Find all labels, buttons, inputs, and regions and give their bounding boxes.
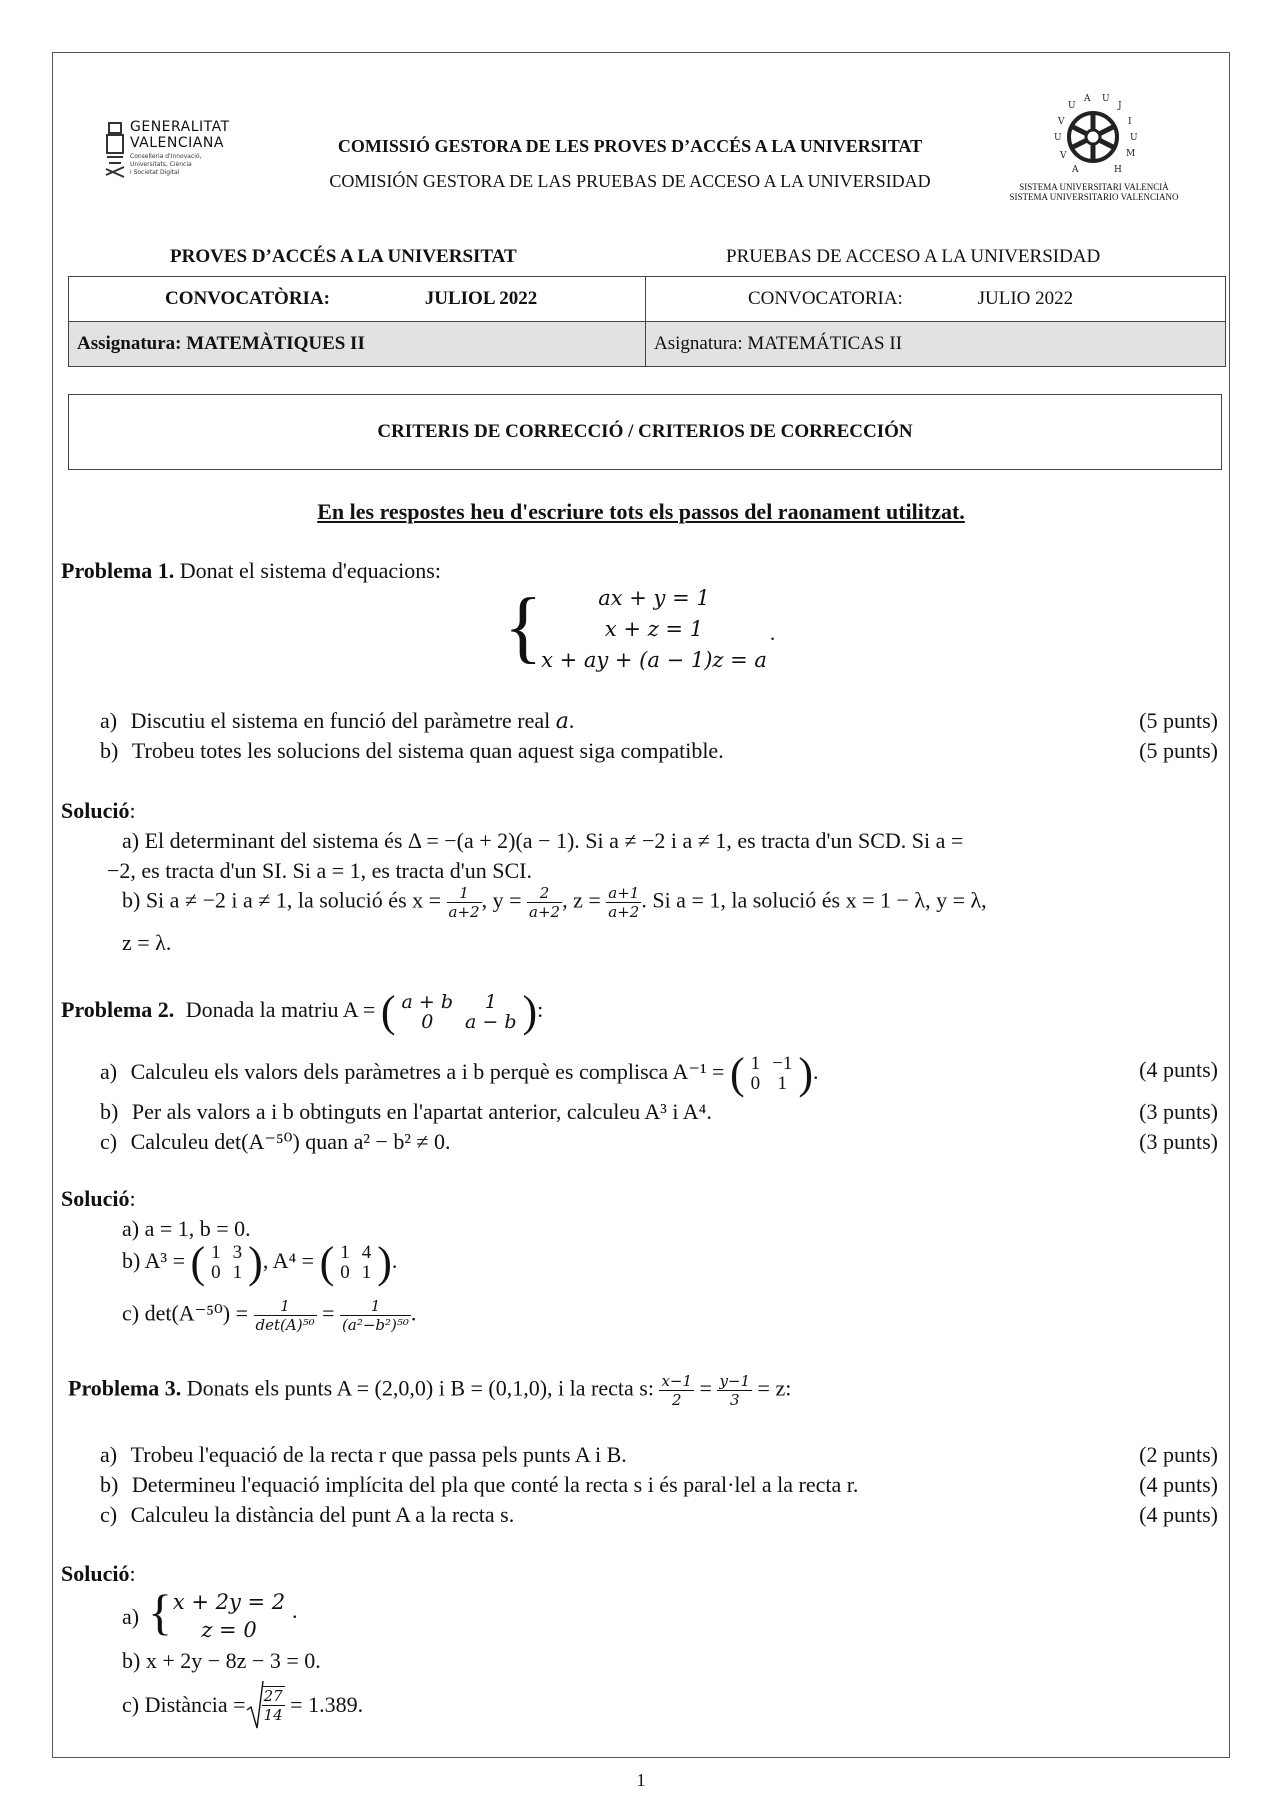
p2-a-text: Calculeu els valors dels paràmetres a i b perquè es complisca A⁻¹ =	[130, 1059, 725, 1085]
p3-sqrt-den: 14	[263, 1706, 283, 1724]
svg-text:J: J	[1118, 101, 1122, 111]
p2-sol-c-pre: c) det(A⁻⁵⁰) =	[122, 1300, 249, 1326]
p1-frac-y	[527, 884, 562, 921]
p2-solution-title: Solució:	[61, 1186, 136, 1211]
p1-item-a: a) Discutiu el sistema en funció del paràmetre real a.	[100, 708, 575, 734]
p2-sol-label: Solució	[61, 1186, 130, 1211]
p2-frac-2-num: 1	[340, 1297, 411, 1316]
p3-title: Problema 3.	[68, 1375, 182, 1401]
p3-frac-x-den: 2	[671, 1391, 682, 1409]
p2-a-label: a)	[100, 1059, 118, 1085]
p1-a-text: Discutiu el sistema en funció del paràmetre real	[130, 708, 551, 733]
p1-a-label: a)	[100, 708, 118, 733]
p3-frac-y-num: y−1	[719, 1372, 751, 1390]
p1-eq2: x + z = 1	[604, 617, 704, 641]
p2-a4-21: 0	[340, 1262, 350, 1283]
p1-frac-z-den: a+2	[608, 903, 640, 921]
conv-ca-label: CONVOCATÒRIA:	[165, 288, 330, 309]
suv-ca: SISTEMA UNIVERSITARI VALENCIÀ	[1019, 182, 1169, 192]
p2-item-c	[100, 1129, 451, 1155]
p1-frac-x	[447, 884, 482, 921]
p1-sol-label: Solució	[61, 798, 130, 823]
p1-frac-z-num: a+1	[608, 884, 640, 902]
suv-seal-icon	[1048, 92, 1138, 182]
p2-a4-11: 1	[340, 1242, 350, 1263]
p3-statement: Problema 3. Donats els punts A = (2,0,0) i B = (0,1,0), i la recta s: $\frac{x-1}{2}$ = $\frac{y-1}{3}$ = z:	[68, 1372, 792, 1409]
p2-matrix-a	[396, 992, 523, 1032]
p2-a-points: (4 punts)	[1139, 1057, 1218, 1082]
p3-c-points: (4 punts)	[1139, 1502, 1218, 1527]
p3-item-c	[100, 1502, 514, 1528]
p2-matrix-a4	[334, 1243, 377, 1283]
p2-c-points: (3 punts)	[1139, 1129, 1218, 1154]
p1-frac-x-num: 1	[447, 884, 482, 903]
p1-sol-b-pre: b) Si a ≠ −2 i a ≠ 1, la solució és x =	[122, 887, 442, 913]
p1-sol-a1: a) El determinant del sistema és Δ = −(a + 2)(a − 1). Si a ≠ −2 i a ≠ 1, es tracta d'un SCD. Si a =	[122, 828, 964, 853]
p2-sol-b: b) A³ = ( 1 3 0 1 ), A⁴ = ( 1 4 0 1 ).	[122, 1238, 398, 1287]
gv-logo-line1: GENERALITAT	[130, 119, 230, 135]
p1-b-points: (5 punts)	[1139, 738, 1218, 763]
gv-logo	[104, 119, 254, 209]
p3-item-a	[100, 1442, 627, 1468]
p2-c-text: Calculeu det(A⁻⁵⁰) quan a² − b² ≠ 0.	[130, 1129, 451, 1154]
p3-sol-a-dot: .	[292, 1598, 298, 1623]
p2-mat-a21: 0	[421, 1011, 434, 1033]
conv-es-value: JULIO 2022	[977, 288, 1074, 309]
p1-a-var: a	[555, 709, 569, 734]
p3-frac-y	[717, 1372, 752, 1409]
p3-a-label: a)	[100, 1442, 118, 1467]
commission-ca: COMISSIÓ GESTORA DE LES PROVES D’ACCÉS A LA UNIVERSITAT	[337, 136, 923, 156]
p1-a-points: (5 punts)	[1139, 708, 1218, 733]
svg-text:U: U	[1130, 133, 1138, 143]
p2-mat-a22: a − b	[465, 1011, 517, 1033]
p3-sol-c	[122, 1680, 363, 1730]
p2-b-text: Per als valors a i b obtinguts en l'apartat anterior, calculeu A³ i A⁴.	[131, 1099, 712, 1124]
p1-sol-b2: z = λ.	[122, 930, 172, 955]
p1-b-text: Trobeu totes les solucions del sistema quan aquest siga compatible.	[131, 738, 724, 763]
p3-frac-x-num: x−1	[661, 1372, 693, 1390]
p3-c-text: Calculeu la distància del punt A a la recta s.	[130, 1502, 515, 1527]
commission-es: COMISIÓN GESTORA DE LAS PRUEBAS DE ACCESO A LA UNIVERSIDAD	[329, 171, 931, 191]
svg-text:V: V	[1060, 151, 1067, 161]
p2-frac-2	[340, 1297, 411, 1334]
p2-mat-a11: a + b	[401, 991, 453, 1013]
p1-frac-y-den: a+2	[529, 903, 561, 921]
p3-frac-x	[659, 1372, 694, 1409]
p3-sol-a	[122, 1584, 342, 1644]
p1-eq3: x + ay + (a − 1)z = a	[541, 648, 767, 672]
p2-b-points: (3 punts)	[1139, 1099, 1218, 1124]
p1-intro: Donat el sistema d'equacions:	[179, 558, 441, 583]
p3-solution-title: Solució:	[61, 1561, 136, 1586]
p3-intro: Donats els punts A = (2,0,0) i B = (0,1,0), i la recta s:	[186, 1375, 654, 1401]
p3-a-points: (2 punts)	[1139, 1442, 1218, 1467]
svg-text:A: A	[1072, 165, 1079, 175]
criteria-box: CRITERIS DE CORRECCIÓ / CRITERIOS DE CORRECCIÓN	[68, 394, 1222, 470]
p3-b-points: (4 punts)	[1139, 1472, 1218, 1497]
svg-text:V: V	[1058, 117, 1065, 127]
p3-sqrt-num: 27	[263, 1687, 283, 1705]
p3-sol-a-label: a)	[122, 1604, 140, 1629]
p2-matrix-a3	[205, 1243, 248, 1283]
svg-text:I: I	[1128, 117, 1132, 127]
pruebas-title-es: PRUEBAS DE ACCESO A LA UNIVERSIDAD	[726, 246, 1101, 267]
p3-c-label: c)	[100, 1502, 118, 1527]
gv-logo-line2: VALENCIANA	[130, 135, 224, 151]
p2-sol-a: a) a = 1, b = 0.	[122, 1216, 251, 1241]
suv-es: SISTEMA UNIVERSITARIO VALENCIANO	[1009, 192, 1179, 202]
p1-left-brace: {	[504, 583, 543, 671]
page-number: 1	[636, 1770, 646, 1790]
p2-item-a: a) Calculeu els valors dels paràmetres a i b perquè es complisca A⁻¹ = ( 1 −1 0 1 ).	[100, 1049, 819, 1098]
p2-frac-2-den: (a²−b²)⁵⁰	[342, 1316, 409, 1334]
p2-statement: Problema 2. Donada la matriu A = ( a + b 1 0 a − b ):	[61, 987, 544, 1036]
p1-frac-x-den: a+2	[448, 903, 480, 921]
svg-text:H: H	[1114, 165, 1122, 175]
conv-es-cell	[646, 277, 1226, 322]
p1-sol-b	[122, 884, 987, 921]
p2-a3-21: 0	[211, 1262, 221, 1283]
p2-a4-12: 4	[361, 1242, 372, 1263]
p1-sol-b-y: , y =	[481, 887, 522, 913]
p1-eq1: ax + y = 1	[598, 586, 710, 610]
p2-a3-12: 3	[232, 1242, 243, 1263]
p2-intro: Donada la matriu A =	[185, 997, 376, 1023]
p2-c-label: c)	[100, 1129, 118, 1154]
p2-a3-22: 1	[232, 1262, 243, 1283]
p3-sol-label: Solució	[61, 1561, 130, 1586]
p3-sol-brace: {	[148, 1584, 172, 1640]
p1-frac-z	[606, 884, 641, 921]
instruction: En les respostes heu d'escriure tots els passos del raonament utilitzat.	[317, 499, 965, 524]
p1-solution-title: Solució:	[61, 798, 136, 823]
p2-inv-11: 1	[750, 1053, 761, 1074]
p1-sol-b-post: . Si a = 1, la solució és x = 1 − λ, y = λ,	[641, 887, 987, 913]
p2-item-b	[100, 1099, 712, 1125]
p2-frac-1-den: det(A)⁵⁰	[255, 1316, 315, 1334]
p3-frac-y-den: 3	[729, 1391, 740, 1409]
p2-inv-22: 1	[777, 1073, 787, 1094]
p2-mat-a12: 1	[484, 991, 497, 1013]
p3-sol-a-eq2: z = 0	[201, 1618, 257, 1642]
p1-title: Problema 1.	[61, 558, 175, 583]
p2-sol-b-mid: , A⁴ =	[262, 1248, 315, 1274]
svg-text:U: U	[1102, 94, 1110, 104]
p3-item-b	[100, 1472, 858, 1498]
gv-sub-line1: Conselleria d'Innovació,	[130, 153, 202, 160]
p1-statement	[61, 558, 441, 584]
p2-title: Problema 2.	[61, 997, 175, 1023]
p2-b-label: b)	[100, 1099, 119, 1124]
p2-sol-b-pre: b) A³ =	[122, 1248, 186, 1274]
p3-tail: = z:	[757, 1375, 792, 1401]
p3-sqrt-frac	[262, 1686, 285, 1724]
p3-a-text: Trobeu l'equació de la recta r que passa pels punts A i B.	[130, 1442, 627, 1467]
p1-system	[504, 583, 794, 679]
svg-text:U: U	[1054, 133, 1062, 143]
conv-es-label: CONVOCATORIA:	[748, 288, 903, 309]
p1-frac-y-num: 2	[527, 884, 562, 903]
p2-inv-21: 0	[750, 1073, 761, 1094]
svg-text:M: M	[1126, 149, 1136, 159]
gv-sub-line2: Universitats, Ciència	[130, 161, 192, 168]
proves-title-ca: PROVES D’ACCÉS A LA UNIVERSITAT	[170, 246, 517, 267]
p3-b-label: b)	[100, 1472, 119, 1497]
p1-sol-a2: −2, es tracta d'un SI. Si a = 1, es tracta d'un SCI.	[107, 858, 532, 883]
p1-dot: .	[770, 621, 776, 645]
p2-matrix-inv	[745, 1054, 799, 1094]
suv-logo	[996, 92, 1192, 212]
p2-frac-1	[254, 1297, 317, 1334]
p3-sol-b: b) x + 2y − 8z − 3 = 0.	[122, 1648, 321, 1673]
p1-b-label: b)	[100, 738, 119, 763]
svg-text:U: U	[1068, 101, 1076, 111]
svg-text:A: A	[1084, 94, 1091, 104]
p2-a4-22: 1	[361, 1262, 372, 1283]
convocatoria-table	[68, 276, 1226, 367]
p2-a3-11: 1	[211, 1242, 221, 1263]
p3-sol-c-post: = 1.389.	[290, 1692, 364, 1717]
p3-b-text: Determineu l'equació implícita del pla que conté la recta s i és paral·lel a la recta r.	[131, 1472, 859, 1497]
p2-frac-1-num: 1	[254, 1297, 317, 1316]
p3-sol-a-eq1: x + 2y = 2	[172, 1590, 286, 1614]
p2-sol-c: c) det(A⁻⁵⁰) = $\frac{1}{\text{det(A)⁵⁰}}$ = $\frac{1}{\text{(a²−b²)⁵⁰}}$ .	[122, 1297, 417, 1334]
p3-sol-c-pre: c) Distància =	[122, 1692, 246, 1717]
subject-ca: Assignatura: MATEMÀTIQUES II	[69, 322, 646, 367]
gv-sub-line3: i Societat Digital	[130, 169, 180, 176]
subject-es: Asignatura: MATEMÁTICAS II	[646, 322, 1226, 367]
p1-sol-b-z: , z =	[562, 887, 601, 913]
p2-inv-12: −1	[772, 1053, 793, 1074]
conv-ca-cell	[69, 277, 646, 322]
conv-ca-value: JULIOL 2022	[424, 288, 538, 309]
p1-item-b	[100, 738, 724, 764]
